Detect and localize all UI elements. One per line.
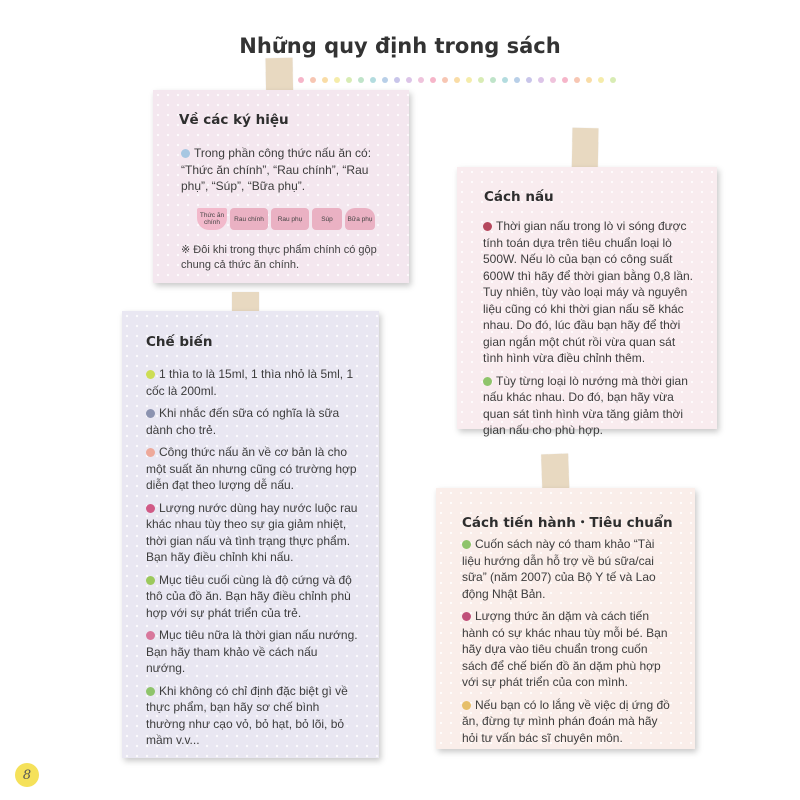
divider-dot bbox=[478, 77, 484, 83]
bullet-dot bbox=[462, 540, 471, 549]
list-item bbox=[146, 627, 358, 677]
card-cooking-list bbox=[483, 218, 697, 445]
list-item bbox=[146, 683, 358, 749]
category-pill: Bữa phụ bbox=[345, 208, 375, 230]
divider-dot bbox=[574, 77, 580, 83]
divider-dot bbox=[346, 77, 352, 83]
list-item-text: 1 thìa to là 15ml, 1 thìa nhỏ là 5ml, 1 cốc là 200ml. bbox=[146, 367, 354, 398]
divider-dot bbox=[610, 77, 616, 83]
list-item-text: Mục tiêu nữa là thời gian nấu nướng. Bạn hãy tham khảo về cách nấu nướng. bbox=[146, 628, 358, 675]
category-pill: Thức ăn chính bbox=[197, 208, 227, 230]
bullet-dot bbox=[483, 377, 492, 386]
bullet-dot bbox=[462, 612, 471, 621]
list-item bbox=[483, 373, 697, 439]
list-item-text: Mục tiêu cuối cùng là độ cứng và độ thô của đồ ăn. Bạn hãy điều chỉnh phù hợp với sự phát triển của trẻ. bbox=[146, 572, 352, 620]
bullet-dot bbox=[146, 687, 155, 696]
card-procedure-heading: Cách tiến hành・Tiêu chuẩn bbox=[462, 515, 673, 531]
list-item-text: Cuốn sách này có tham khảo “Tài liệu hướng dẫn hỗ trợ về bú sữa/cai sữa” (năm 2007) của Bộ Y tế và Lao động Nhật Bản. bbox=[462, 537, 656, 601]
bullet-dot bbox=[181, 149, 190, 158]
divider-dot bbox=[538, 77, 544, 83]
divider-dot bbox=[406, 77, 412, 83]
card-procedure bbox=[436, 488, 695, 749]
card-processing bbox=[122, 311, 379, 758]
divider-dot bbox=[322, 77, 328, 83]
category-pill: Súp bbox=[312, 208, 342, 230]
divider-dot bbox=[358, 77, 364, 83]
divider-dot bbox=[430, 77, 436, 83]
bullet-dot bbox=[146, 504, 155, 513]
bullet-dot bbox=[462, 701, 471, 710]
card-procedure-list bbox=[462, 536, 676, 752]
bullet-dot bbox=[146, 370, 155, 379]
list-item-text: Thời gian nấu trong lò vi sóng được tính toán dựa trên tiêu chuẩn loại lò 500W. Nếu lò của bạn có công suất 600W thì hãy để thời gian bằng 0,8 lần. Tuy nhiên, tùy vào loại máy và nguyên liệu cũng có khi thời gian nấu sẽ khác nhau. Do đó, lúc đầu bạn hãy để thời gian ngắn một chút rồi vừa quan sát tình hình vừa điều chỉnh thêm. bbox=[483, 219, 694, 365]
card-cooking bbox=[457, 167, 717, 437]
divider-dot bbox=[418, 77, 424, 83]
page-title: Những quy định trong sách bbox=[239, 34, 561, 58]
divider-dot bbox=[514, 77, 520, 83]
card-symbols bbox=[153, 90, 409, 283]
list-item bbox=[146, 405, 358, 438]
card-cooking-heading: Cách nấu bbox=[484, 189, 554, 205]
divider-dot bbox=[394, 77, 400, 83]
divider-dot bbox=[502, 77, 508, 83]
divider-dot bbox=[454, 77, 460, 83]
divider-dot bbox=[586, 77, 592, 83]
category-pills bbox=[197, 208, 378, 230]
category-pill: Rau chính bbox=[230, 208, 268, 230]
divider-dot bbox=[442, 77, 448, 83]
list-item bbox=[462, 608, 676, 691]
bullet-dot bbox=[146, 576, 155, 585]
divider-dot bbox=[298, 77, 304, 83]
list-item-text: Công thức nấu ăn về cơ bản là cho một suất ăn nhưng cũng có trường hợp diễn đạt theo lượng dễ nấu. bbox=[146, 445, 357, 492]
category-pill: Rau phụ bbox=[271, 208, 309, 230]
bullet-dot bbox=[146, 409, 155, 418]
divider-dot bbox=[490, 77, 496, 83]
list-item bbox=[146, 500, 358, 566]
divider-dot bbox=[310, 77, 316, 83]
list-item bbox=[146, 366, 358, 399]
card-symbols-intro bbox=[181, 145, 395, 201]
divider-dot bbox=[334, 77, 340, 83]
list-item-text: Lượng thức ăn dặm và cách tiến hành có sự khác nhau tùy mỗi bé. Bạn hãy dựa vào tiêu chuẩn trong cuốn sách để chế biến đồ ăn dặm phù hợp với sự phát triển của con mình. bbox=[462, 609, 668, 689]
title-dot-divider bbox=[298, 77, 616, 83]
list-item bbox=[462, 536, 676, 602]
bullet-dot bbox=[483, 222, 492, 231]
list-item-text: Khi không có chỉ định đặc biệt gì về thực phẩm, bạn hãy sơ chế bình thường như cạo vỏ, bỏ hạt, bỏ lõi, bỏ mầm v.v... bbox=[146, 683, 348, 747]
divider-dot bbox=[550, 77, 556, 83]
list-item bbox=[146, 444, 358, 494]
card-processing-list bbox=[146, 366, 358, 755]
list-item bbox=[462, 697, 676, 747]
bullet-dot bbox=[146, 448, 155, 457]
bullet-dot bbox=[146, 631, 155, 640]
divider-dot bbox=[598, 77, 604, 83]
list-item bbox=[146, 572, 358, 622]
list-item-text: Nếu bạn có lo lắng về việc dị ứng đồ ăn, đừng tự mình phán đoán mà hãy hỏi tư vấn bác sĩ chuyên môn. bbox=[462, 697, 670, 745]
divider-dot bbox=[562, 77, 568, 83]
page-number: 8 bbox=[15, 763, 39, 787]
card-symbols-heading: Về các ký hiệu bbox=[179, 112, 289, 128]
list-item bbox=[483, 218, 697, 367]
card-processing-heading: Chế biến bbox=[146, 334, 213, 350]
intro-text: Trong phần công thức nấu ăn có: “Thức ăn chính”, “Rau chính”, “Rau phụ”, “Súp”, “Bữa phụ”. bbox=[181, 146, 372, 193]
divider-dot bbox=[526, 77, 532, 83]
card-symbols-note: ※ Đôi khi trong thực phẩm chính có gộp chung cả thức ăn chính. bbox=[181, 244, 377, 271]
list-item-text: Lượng nước dùng hay nước luộc rau khác nhau tùy theo sự gia giảm nhiệt, thời gian nấu và tình trạng thực phẩm. Bạn hãy điều chỉnh khi nấu. bbox=[146, 500, 358, 564]
divider-dot bbox=[382, 77, 388, 83]
divider-dot bbox=[466, 77, 472, 83]
list-item-text: Tùy từng loại lò nướng mà thời gian nấu khác nhau. Do đó, bạn hãy vừa quan sát tình hình vừa tăng giảm thời gian nấu cho phù hợp. bbox=[483, 373, 688, 437]
divider-dot bbox=[370, 77, 376, 83]
list-item-text: Khi nhắc đến sữa có nghĩa là sữa dành cho trẻ. bbox=[146, 406, 340, 437]
